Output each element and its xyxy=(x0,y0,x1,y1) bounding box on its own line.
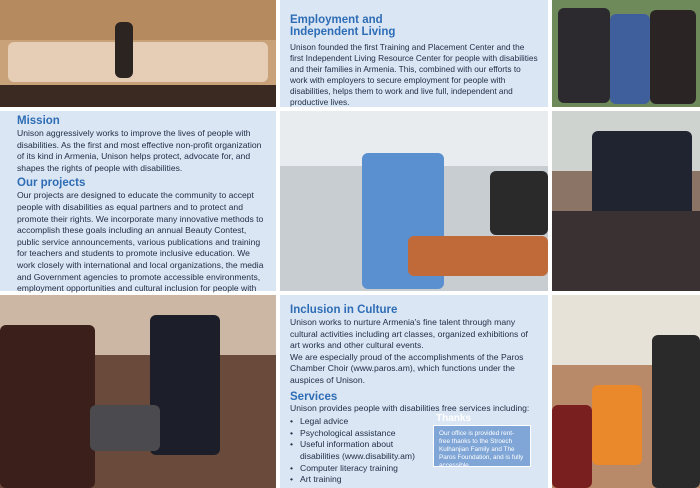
service-item: • Psychological assistance xyxy=(290,428,435,440)
mission-projects-panel xyxy=(0,111,276,294)
employment-panel xyxy=(280,0,548,107)
mission-body: Unison aggressively works to improve the lives of people with disabilities. As the first and most effective non-profit organization of its kind in Armenia, Unison helps protect, advocate for, and shapes the rights of people with disabilities. xyxy=(17,128,262,173)
computer-training-photo xyxy=(280,111,548,291)
service-item: • Computer literacy training xyxy=(290,463,435,475)
service-item: • Useful information about disabilities (www.disability.am) xyxy=(290,439,435,462)
service-item: • Legal advice xyxy=(290,416,435,428)
culture-heading: Inclusion in Culture xyxy=(290,304,398,316)
service-item: • Art training xyxy=(290,474,435,486)
thanks-heading: Thanks xyxy=(436,413,472,424)
employment-heading: Employment and Independent Living xyxy=(290,14,396,38)
press-conference-photo xyxy=(552,111,700,291)
choir-photo xyxy=(0,0,276,107)
culture-body-2: We are especially proud of the accomplishments of the Paros Chamber Choir (www.paros.am), which functions under the auspices of Unison. xyxy=(290,351,524,385)
services-list xyxy=(290,416,435,486)
services-intro: Unison provides people with disabilities free services including: xyxy=(290,402,530,413)
projects-heading: Our projects xyxy=(17,177,86,190)
culture-body-1: Unison works to nurture Armenia's fine talent through many cultural activities including art classes, organized exhibitions of art works and other cultural events. xyxy=(290,317,528,351)
employment-body: Unison founded the first Training and Placement Center and the first Independent Living Resource Center for people with disabilities and their families in Armenia. This, combined with our efforts to work with employers to secure employment for people with disabilities, helps them to work and live full, independent and productive lives. xyxy=(290,42,538,107)
projects-body: Our projects are designed to educate the community to accept people with disabilities as equal partners and to protect and promote their rights. We incorporate many innovative methods to accomplish these goals including an annual Beauty Contest, public service announcements, various publications and training for teachers and students to promote inclusive education. We work closely with international and local organizations, the media and Government agencies to promote accessible environments, employment opportunities and cultural inclusion for people with xyxy=(17,190,264,294)
laptop-users-photo xyxy=(0,295,276,488)
services-heading: Services xyxy=(290,390,338,403)
mission-heading: Mission xyxy=(17,115,60,127)
family-photo xyxy=(552,0,700,107)
thanks-box xyxy=(433,425,531,467)
thanks-body: Our office is provided rent-free thanks to the Stroech Kulhanjian Family and The Paros Foundation, and is fully accessible. xyxy=(439,430,524,469)
art-class-photo xyxy=(552,295,700,488)
